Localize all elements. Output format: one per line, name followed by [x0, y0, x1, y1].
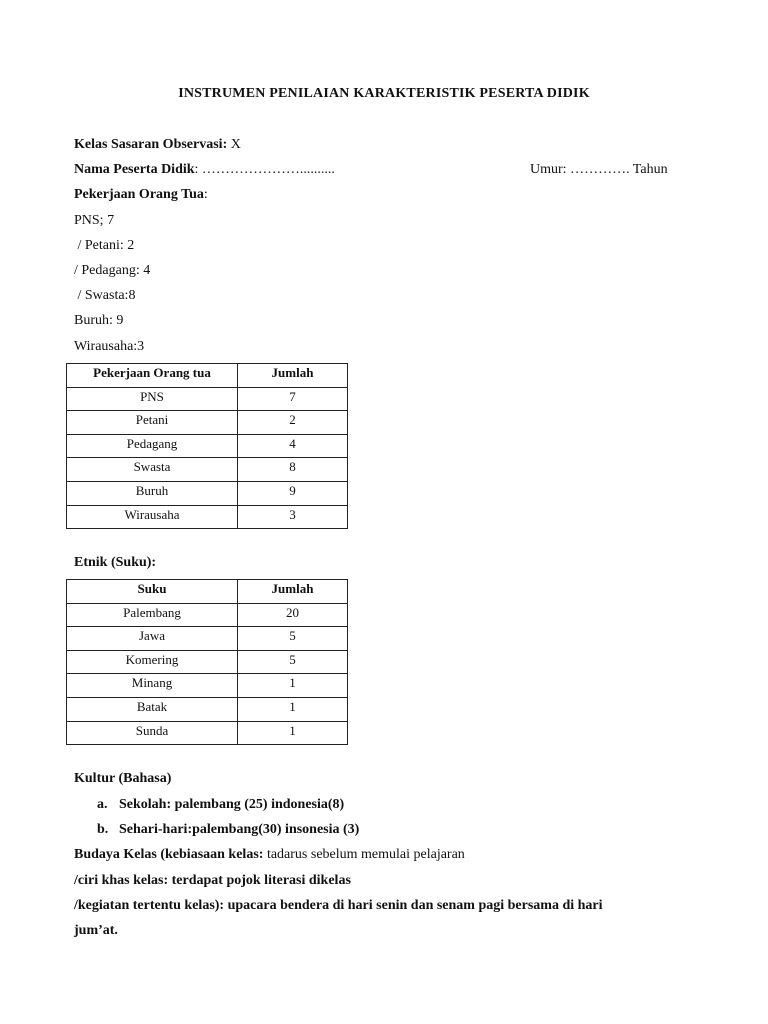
list-marker: b. [97, 822, 109, 837]
pekerjaan-table [66, 363, 348, 529]
table-cell: 5 [238, 650, 348, 674]
table-row [67, 411, 348, 435]
list-item-text: Sekolah: palembang (25) indonesia(8) [119, 797, 345, 812]
budaya-line-3: /kegiatan tertentu kelas): upacara bendera di hari senin dan senam pagi bersama di hari [74, 898, 603, 913]
table-cell: Palembang [67, 603, 238, 627]
umur-value: …………. Tahun [566, 162, 668, 177]
list-item-text: Sehari-hari:palembang(30) insonesia (3) [119, 822, 360, 837]
table-row [67, 721, 348, 745]
pekerjaan-colon: : [203, 187, 208, 202]
kelas-value: X [227, 137, 241, 152]
table-row [67, 674, 348, 698]
table-cell: 1 [238, 721, 348, 745]
kelas-label: Kelas Sasaran Observasi: [74, 137, 228, 152]
table-cell: Buruh [67, 481, 238, 505]
umur-line [530, 162, 668, 178]
table-row [67, 603, 348, 627]
kelas-line [74, 137, 241, 153]
table-row [67, 481, 348, 505]
table-cell: 4 [238, 434, 348, 458]
list-marker: a. [97, 797, 108, 812]
table-row [67, 505, 348, 529]
umur-label: Umur: [530, 162, 567, 177]
table-header: Pekerjaan Orang tua [67, 364, 238, 388]
table-cell: 1 [238, 697, 348, 721]
table-header-row [67, 364, 348, 388]
table-cell: 1 [238, 674, 348, 698]
pekerjaan-label: Pekerjaan Orang Tua [74, 187, 204, 202]
table-cell: 8 [238, 458, 348, 482]
table-cell: 5 [238, 627, 348, 651]
etnik-table [66, 579, 348, 745]
nama-label: Nama Peserta Didik [74, 162, 195, 177]
pekerjaan-line: / Petani: 2 [74, 238, 135, 253]
table-row [67, 387, 348, 411]
table-cell: Batak [67, 697, 238, 721]
table-header: Jumlah [238, 364, 348, 388]
table-row [67, 650, 348, 674]
table-row [67, 697, 348, 721]
table-cell: Wirausaha [67, 505, 238, 529]
table-row [67, 627, 348, 651]
budaya-value: tadarus sebelum memulai pelajaran [263, 847, 465, 862]
nama-value: : ………………….......... [194, 162, 335, 177]
table-header: Jumlah [238, 580, 348, 604]
nama-line [74, 162, 335, 178]
budaya-line-4: jum’at. [74, 923, 118, 938]
pekerjaan-line: / Pedagang: 4 [74, 263, 151, 278]
table-header: Suku [67, 580, 238, 604]
pekerjaan-line: PNS; 7 [74, 213, 115, 228]
table-cell: Minang [67, 674, 238, 698]
table-row [67, 458, 348, 482]
table-row [67, 434, 348, 458]
table-cell: 7 [238, 387, 348, 411]
list-item [97, 822, 359, 838]
table-cell: Sunda [67, 721, 238, 745]
table-cell: Swasta [67, 458, 238, 482]
table-cell: Jawa [67, 627, 238, 651]
budaya-line [74, 847, 465, 863]
etnik-label: Etnik (Suku): [74, 555, 157, 570]
list-item [97, 797, 344, 813]
budaya-label: Budaya Kelas (kebiasaan kelas: [74, 847, 264, 862]
table-cell: Petani [67, 411, 238, 435]
table-cell: 20 [238, 603, 348, 627]
kultur-label: Kultur (Bahasa) [74, 771, 172, 786]
budaya-line-2: /ciri khas kelas: terdapat pojok literasi dikelas [74, 873, 351, 888]
table-cell: 2 [238, 411, 348, 435]
pekerjaan-line: Wirausaha:3 [74, 339, 145, 354]
pekerjaan-line: / Swasta:8 [74, 288, 136, 303]
table-header-row [67, 580, 348, 604]
table-cell: 9 [238, 481, 348, 505]
table-cell: Pedagang [67, 434, 238, 458]
table-cell: 3 [238, 505, 348, 529]
table-cell: PNS [67, 387, 238, 411]
table-cell: Komering [67, 650, 238, 674]
pekerjaan-line: Buruh: 9 [74, 313, 124, 328]
document-title: INSTRUMEN PENILAIAN KARAKTERISTIK PESERTA DIDIK [178, 86, 590, 101]
pekerjaan-heading [74, 187, 208, 203]
